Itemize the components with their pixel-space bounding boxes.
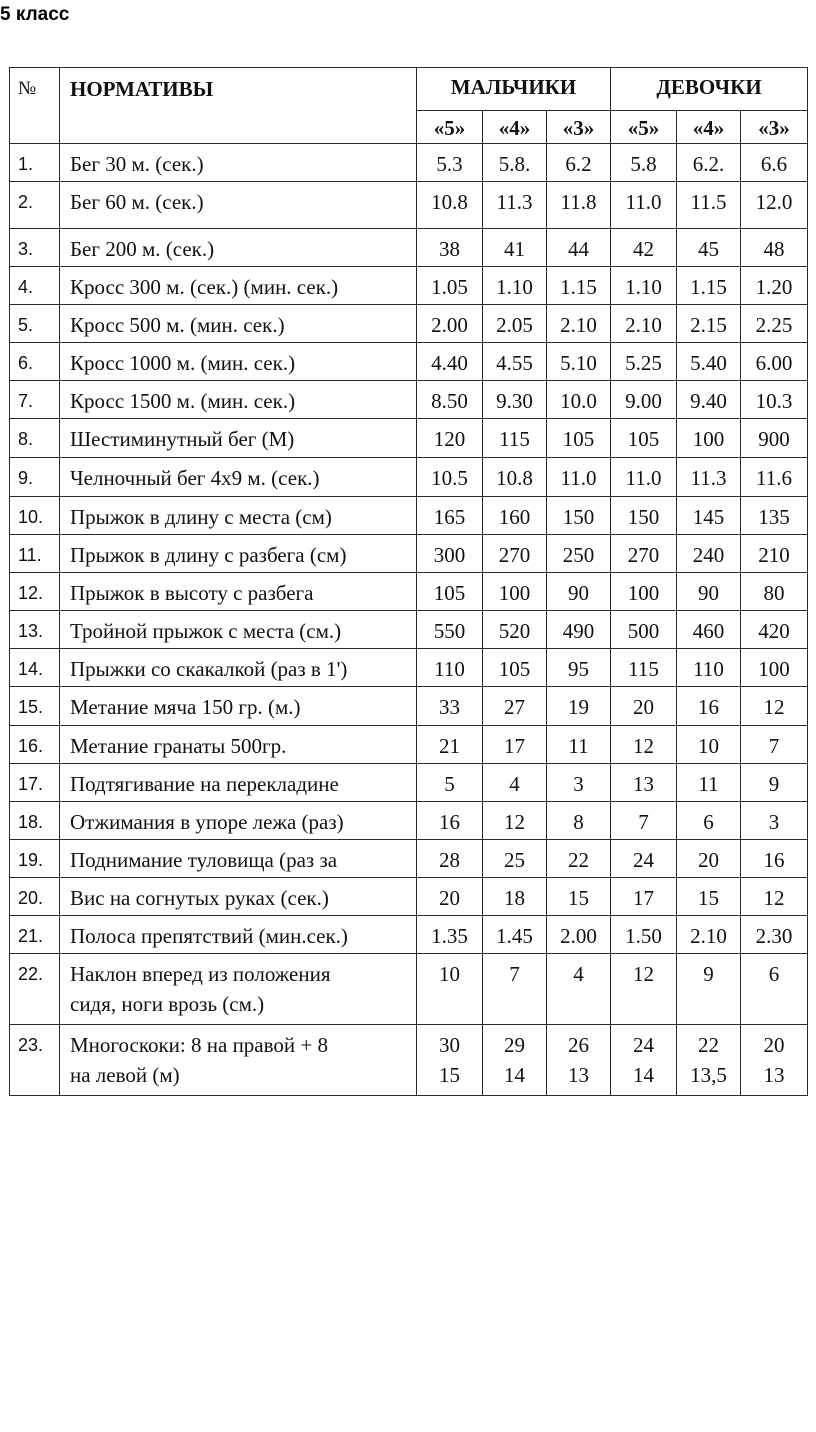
standard-name: Вис на согнутых руках (сек.): [60, 878, 417, 916]
boys-value: 11.0: [547, 458, 611, 497]
value-line: 24: [633, 1033, 655, 1057]
girls-value: 17: [611, 878, 677, 916]
boys-value: 10.8: [417, 182, 483, 229]
value-line: 29: [504, 1033, 525, 1057]
boys-value: 6.2: [547, 144, 611, 182]
standard-name-line: на левой (м): [70, 1063, 180, 1087]
girls-value: 42: [611, 229, 677, 267]
boys-value: 1.15: [547, 267, 611, 305]
boys-value: 25: [483, 840, 547, 878]
girls-value: 900: [741, 419, 808, 458]
row-number: 13.: [10, 611, 60, 649]
table-row: [10, 687, 808, 726]
girls-value: 110: [677, 649, 741, 687]
girls-value: 12.0: [741, 182, 808, 229]
boys-value: 17: [483, 726, 547, 764]
boys-value: 2.05: [483, 305, 547, 343]
standards-table: [9, 67, 808, 1096]
table-row: [10, 649, 808, 687]
boys-value: 105: [417, 573, 483, 611]
girls-value: 11.0: [611, 182, 677, 229]
table-row: [10, 802, 808, 840]
girls-value: 10.3: [741, 381, 808, 419]
boys-value: 300: [417, 535, 483, 573]
girls-value: 2.15: [677, 305, 741, 343]
boys-value: 160: [483, 497, 547, 535]
row-number: 16.: [10, 726, 60, 764]
table-row: [10, 343, 808, 381]
girls-value: 6.2.: [677, 144, 741, 182]
girls-value: 3: [741, 802, 808, 840]
boys-header: МАЛЬЧИКИ: [417, 68, 611, 111]
standard-name: Шестиминутный бег (М): [60, 419, 417, 458]
boys-value: 490: [547, 611, 611, 649]
boys-value: 10.5: [417, 458, 483, 497]
boys-value: 90: [547, 573, 611, 611]
boys-value: 20: [417, 878, 483, 916]
girls-value: [741, 1025, 808, 1096]
girls-value: 420: [741, 611, 808, 649]
boys-value: 8: [547, 802, 611, 840]
girls-value: 6.00: [741, 343, 808, 381]
girls-value: [677, 1025, 741, 1096]
grade-header: «5»: [417, 111, 483, 144]
standard-name: Отжимания в упоре лежа (раз): [60, 802, 417, 840]
boys-value: 95: [547, 649, 611, 687]
boys-value: 21: [417, 726, 483, 764]
boys-value: 11.8: [547, 182, 611, 229]
standard-name: Тройной прыжок с места (см.): [60, 611, 417, 649]
girls-value: 9: [677, 954, 741, 1025]
standard-name: Прыжок в длину с разбега (см): [60, 535, 417, 573]
girls-value: 9.40: [677, 381, 741, 419]
boys-value: 105: [547, 419, 611, 458]
row-number: 19.: [10, 840, 60, 878]
standard-name: Поднимание туловища (раз за: [60, 840, 417, 878]
boys-value: 41: [483, 229, 547, 267]
girls-value: 11: [677, 764, 741, 802]
table-row: [10, 573, 808, 611]
header-row: [10, 68, 808, 111]
grade-header: «5»: [611, 111, 677, 144]
boys-value: 5.8.: [483, 144, 547, 182]
girls-value: 90: [677, 573, 741, 611]
girls-value: 12: [611, 954, 677, 1025]
boys-value: 4: [547, 954, 611, 1025]
boys-value: 4.40: [417, 343, 483, 381]
girls-value: 240: [677, 535, 741, 573]
boys-value: 7: [483, 954, 547, 1025]
girls-value: 12: [741, 687, 808, 726]
girls-value: 105: [611, 419, 677, 458]
boys-value: 2.10: [547, 305, 611, 343]
row-number: 15.: [10, 687, 60, 726]
standard-name-line: Наклон вперед из положения: [70, 962, 331, 986]
standard-name: Полоса препятствий (мин.сек.): [60, 916, 417, 954]
boys-value: 11: [547, 726, 611, 764]
girls-value: 48: [741, 229, 808, 267]
standard-name: Кросс 500 м. (мин. сек.): [60, 305, 417, 343]
girls-value: 20: [611, 687, 677, 726]
girls-value: 210: [741, 535, 808, 573]
boys-value: 28: [417, 840, 483, 878]
boys-value: 2.00: [417, 305, 483, 343]
girls-value: 15: [677, 878, 741, 916]
girls-value: 6.6: [741, 144, 808, 182]
boys-value: 1.45: [483, 916, 547, 954]
girls-value: 20: [677, 840, 741, 878]
boys-value: 4: [483, 764, 547, 802]
row-number: 2.: [10, 182, 60, 229]
standard-name: [60, 1025, 417, 1096]
standard-name: Бег 30 м. (сек.): [60, 144, 417, 182]
table-row: [10, 764, 808, 802]
girls-value: 2.30: [741, 916, 808, 954]
girls-value: 115: [611, 649, 677, 687]
row-number: 11.: [10, 535, 60, 573]
boys-value: 1.35: [417, 916, 483, 954]
standard-name: Бег 200 м. (сек.): [60, 229, 417, 267]
girls-value: 1.15: [677, 267, 741, 305]
standards-header: НОРМАТИВЫ: [60, 68, 417, 144]
girls-value: 16: [677, 687, 741, 726]
value-line: 13: [568, 1063, 589, 1087]
value-line: 13: [763, 1063, 785, 1087]
girls-value: 100: [611, 573, 677, 611]
boys-value: 18: [483, 878, 547, 916]
girls-value: 11.6: [741, 458, 808, 497]
standard-name: Прыжок в длину с места (см): [60, 497, 417, 535]
boys-value: 270: [483, 535, 547, 573]
row-number: 22.: [10, 954, 60, 1025]
girls-value: 7: [741, 726, 808, 764]
table-row: [10, 840, 808, 878]
girls-value: 6: [741, 954, 808, 1025]
boys-value: [483, 1025, 547, 1096]
row-number: 7.: [10, 381, 60, 419]
grade-header: «4»: [677, 111, 741, 144]
boys-value: 27: [483, 687, 547, 726]
boys-value: 115: [483, 419, 547, 458]
girls-value: 11.0: [611, 458, 677, 497]
table-row: [10, 878, 808, 916]
grade-header: «3»: [741, 111, 808, 144]
boys-value: 5.3: [417, 144, 483, 182]
table-row: [10, 726, 808, 764]
table-row: [10, 954, 808, 1025]
standard-name-line: Многоскоки: 8 на правой + 8: [70, 1033, 328, 1057]
boys-value: 520: [483, 611, 547, 649]
row-number: 3.: [10, 229, 60, 267]
standard-name: Челночный бег 4х9 м. (сек.): [60, 458, 417, 497]
boys-value: 105: [483, 649, 547, 687]
row-number: 4.: [10, 267, 60, 305]
girls-value: 460: [677, 611, 741, 649]
row-number: 5.: [10, 305, 60, 343]
girls-value: 145: [677, 497, 741, 535]
girls-value: 1.10: [611, 267, 677, 305]
value-line: 22: [698, 1033, 720, 1057]
number-header: №: [10, 68, 60, 144]
value-line: 14: [633, 1063, 655, 1087]
boys-value: 100: [483, 573, 547, 611]
boys-value: 5.10: [547, 343, 611, 381]
row-number: 17.: [10, 764, 60, 802]
boys-value: 4.55: [483, 343, 547, 381]
grade-header: «3»: [547, 111, 611, 144]
boys-value: 33: [417, 687, 483, 726]
standard-name: Прыжок в высоту с разбега: [60, 573, 417, 611]
boys-value: 120: [417, 419, 483, 458]
girls-value: 80: [741, 573, 808, 611]
boys-value: 1.05: [417, 267, 483, 305]
table-row: [10, 305, 808, 343]
girls-value: 13: [611, 764, 677, 802]
girls-value: 135: [741, 497, 808, 535]
boys-value: 250: [547, 535, 611, 573]
table-row: [10, 144, 808, 182]
standard-name: Кросс 1000 м. (мин. сек.): [60, 343, 417, 381]
boys-value: 9.30: [483, 381, 547, 419]
standard-name-line: сидя, ноги врозь (см.): [70, 992, 265, 1016]
table-row: [10, 1025, 808, 1096]
table-row: [10, 497, 808, 535]
boys-value: 3: [547, 764, 611, 802]
girls-value: 12: [611, 726, 677, 764]
table-row: [10, 458, 808, 497]
boys-value: 22: [547, 840, 611, 878]
standard-name: Подтягивание на перекладине: [60, 764, 417, 802]
boys-value: 11.3: [483, 182, 547, 229]
girls-value: 9.00: [611, 381, 677, 419]
value-line: 13,5: [690, 1063, 727, 1087]
boys-value: 1.10: [483, 267, 547, 305]
table-row: [10, 419, 808, 458]
row-number: 8.: [10, 419, 60, 458]
girls-value: 16: [741, 840, 808, 878]
girls-value: 6: [677, 802, 741, 840]
boys-value: 10.8: [483, 458, 547, 497]
girls-value: 5.40: [677, 343, 741, 381]
girls-value: 45: [677, 229, 741, 267]
row-number: 23.: [10, 1025, 60, 1096]
value-line: 30: [439, 1033, 460, 1057]
value-line: 14: [504, 1063, 525, 1087]
row-number: 12.: [10, 573, 60, 611]
boys-value: 550: [417, 611, 483, 649]
boys-value: 150: [547, 497, 611, 535]
table-row: [10, 381, 808, 419]
girls-value: 1.20: [741, 267, 808, 305]
girls-value: 2.10: [677, 916, 741, 954]
row-number: 1.: [10, 144, 60, 182]
value-line: 26: [568, 1033, 589, 1057]
girls-value: 10: [677, 726, 741, 764]
standard-name: [60, 954, 417, 1025]
boys-value: 10: [417, 954, 483, 1025]
girls-value: 100: [741, 649, 808, 687]
grade-header: «4»: [483, 111, 547, 144]
boys-value: 5: [417, 764, 483, 802]
girls-value: 270: [611, 535, 677, 573]
girls-value: 12: [741, 878, 808, 916]
value-line: 20: [763, 1033, 785, 1057]
boys-value: 15: [547, 878, 611, 916]
page-title: 5 класс: [0, 4, 70, 25]
table-row: [10, 229, 808, 267]
boys-value: 10.0: [547, 381, 611, 419]
girls-value: 9: [741, 764, 808, 802]
table-row: [10, 611, 808, 649]
standard-name: Прыжки со скакалкой (раз в 1'): [60, 649, 417, 687]
girls-value: 2.10: [611, 305, 677, 343]
girls-value: 11.5: [677, 182, 741, 229]
boys-value: 110: [417, 649, 483, 687]
row-number: 18.: [10, 802, 60, 840]
girls-value: 150: [611, 497, 677, 535]
girls-value: 11.3: [677, 458, 741, 497]
standard-name: Кросс 300 м. (сек.) (мин. сек.): [60, 267, 417, 305]
standard-name: Бег 60 м. (сек.): [60, 182, 417, 229]
table-row: [10, 535, 808, 573]
table-row: [10, 267, 808, 305]
row-number: 20.: [10, 878, 60, 916]
boys-value: 19: [547, 687, 611, 726]
row-number: 6.: [10, 343, 60, 381]
boys-value: 165: [417, 497, 483, 535]
table-row: [10, 916, 808, 954]
girls-value: 500: [611, 611, 677, 649]
table-row: [10, 182, 808, 229]
row-number: 21.: [10, 916, 60, 954]
girls-value: 2.25: [741, 305, 808, 343]
boys-value: 12: [483, 802, 547, 840]
girls-value: 100: [677, 419, 741, 458]
boys-value: 8.50: [417, 381, 483, 419]
girls-value: 7: [611, 802, 677, 840]
girls-value: [611, 1025, 677, 1096]
boys-value: 38: [417, 229, 483, 267]
standard-name: Метание гранаты 500гр.: [60, 726, 417, 764]
row-number: 9.: [10, 458, 60, 497]
standard-name: Кросс 1500 м. (мин. сек.): [60, 381, 417, 419]
boys-value: [547, 1025, 611, 1096]
row-number: 14.: [10, 649, 60, 687]
value-line: 15: [439, 1063, 460, 1087]
boys-value: 16: [417, 802, 483, 840]
girls-value: 24: [611, 840, 677, 878]
girls-value: 1.50: [611, 916, 677, 954]
boys-value: [417, 1025, 483, 1096]
girls-value: 5.25: [611, 343, 677, 381]
boys-value: 2.00: [547, 916, 611, 954]
boys-value: 44: [547, 229, 611, 267]
standard-name: Метание мяча 150 гр. (м.): [60, 687, 417, 726]
girls-value: 5.8: [611, 144, 677, 182]
row-number: 10.: [10, 497, 60, 535]
girls-header: ДЕВОЧКИ: [611, 68, 808, 111]
